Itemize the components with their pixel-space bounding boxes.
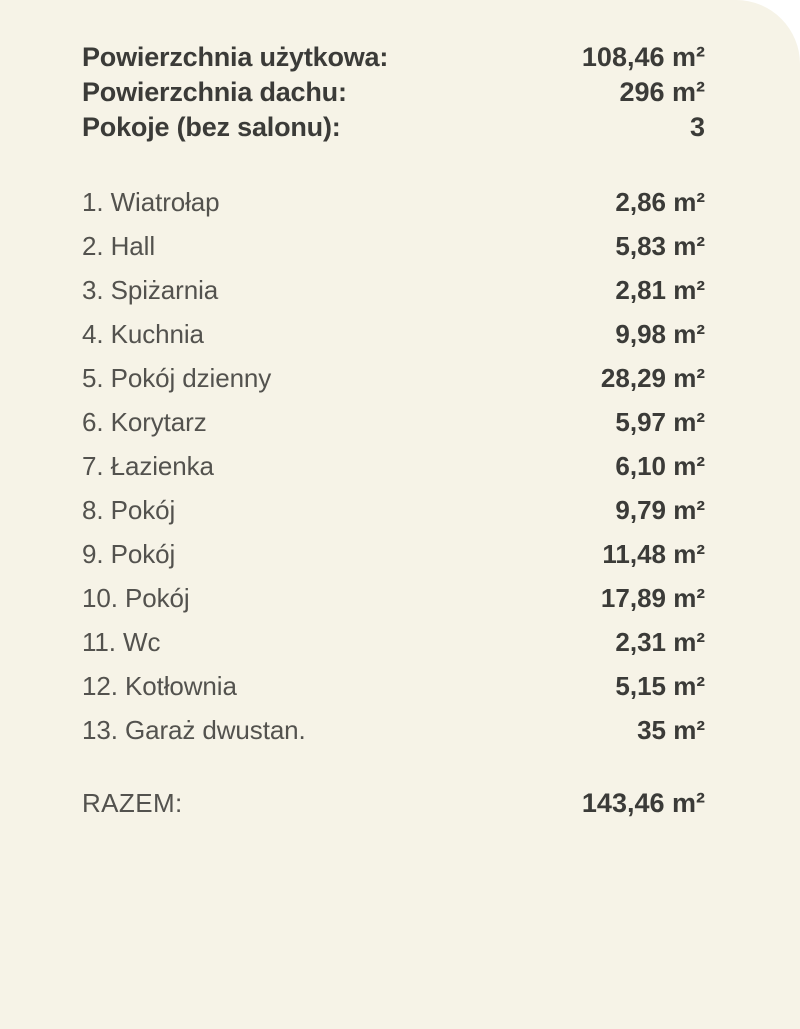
- summary-label-roof-area: Powierzchnia dachu:: [82, 77, 347, 107]
- room-label: 8. Pokój: [82, 495, 176, 525]
- room-area: 11,48 m²: [602, 539, 705, 569]
- room-label: 5. Pokój dzienny: [82, 363, 272, 393]
- total-block: [82, 788, 705, 819]
- room-area: 28,29 m²: [600, 363, 705, 393]
- summary-label-usable-area: Powierzchnia użytkowa:: [82, 42, 389, 72]
- summary-block: [82, 42, 705, 143]
- room-area: 5,83 m²: [615, 231, 705, 261]
- room-area: 35 m²: [637, 715, 705, 745]
- total-value: 143,46 m²: [581, 788, 705, 818]
- list-item: [82, 495, 705, 526]
- room-label: 7. Łazienka: [82, 451, 214, 481]
- list-item: [82, 539, 705, 570]
- room-label: 10. Pokój: [82, 583, 190, 613]
- room-area: 2,86 m²: [615, 187, 705, 217]
- summary-value-rooms-count: 3: [689, 112, 705, 142]
- room-area: 5,97 m²: [615, 407, 705, 437]
- list-item: [82, 275, 705, 306]
- room-label: 1. Wiatrołap: [82, 187, 220, 217]
- summary-row-rooms-count: [82, 112, 705, 143]
- list-item: [82, 627, 705, 658]
- room-area: 2,81 m²: [615, 275, 705, 305]
- room-area: 9,98 m²: [615, 319, 705, 349]
- list-item: [82, 231, 705, 262]
- room-area: 9,79 m²: [615, 495, 705, 525]
- total-label: RAZEM:: [82, 788, 183, 818]
- room-label: 11. Wc: [82, 627, 161, 657]
- room-label: 6. Korytarz: [82, 407, 207, 437]
- room-area: 2,31 m²: [615, 627, 705, 657]
- room-area: 6,10 m²: [615, 451, 705, 481]
- room-area: 5,15 m²: [615, 671, 705, 701]
- summary-value-roof-area: 296 m²: [619, 77, 705, 107]
- list-item: [82, 715, 705, 746]
- summary-label-rooms-count: Pokoje (bez salonu):: [82, 112, 341, 142]
- room-label: 4. Kuchnia: [82, 319, 204, 349]
- rooms-list: [82, 187, 705, 746]
- summary-row-roof-area: [82, 77, 705, 108]
- summary-value-usable-area: 108,46 m²: [581, 42, 705, 72]
- list-item: [82, 451, 705, 482]
- summary-row-usable-area: [82, 42, 705, 73]
- list-item: [82, 363, 705, 394]
- room-label: 3. Spiżarnia: [82, 275, 219, 305]
- list-item: [82, 319, 705, 350]
- list-item: [82, 671, 705, 702]
- room-label: 13. Garaż dwustan.: [82, 715, 306, 745]
- room-label: 2. Hall: [82, 231, 155, 261]
- list-item: [82, 407, 705, 438]
- room-label: 12. Kotłownia: [82, 671, 237, 701]
- list-item: [82, 187, 705, 218]
- list-item: [82, 583, 705, 614]
- room-label: 9. Pokój: [82, 539, 176, 569]
- room-area: 17,89 m²: [600, 583, 705, 613]
- total-row: [82, 788, 705, 819]
